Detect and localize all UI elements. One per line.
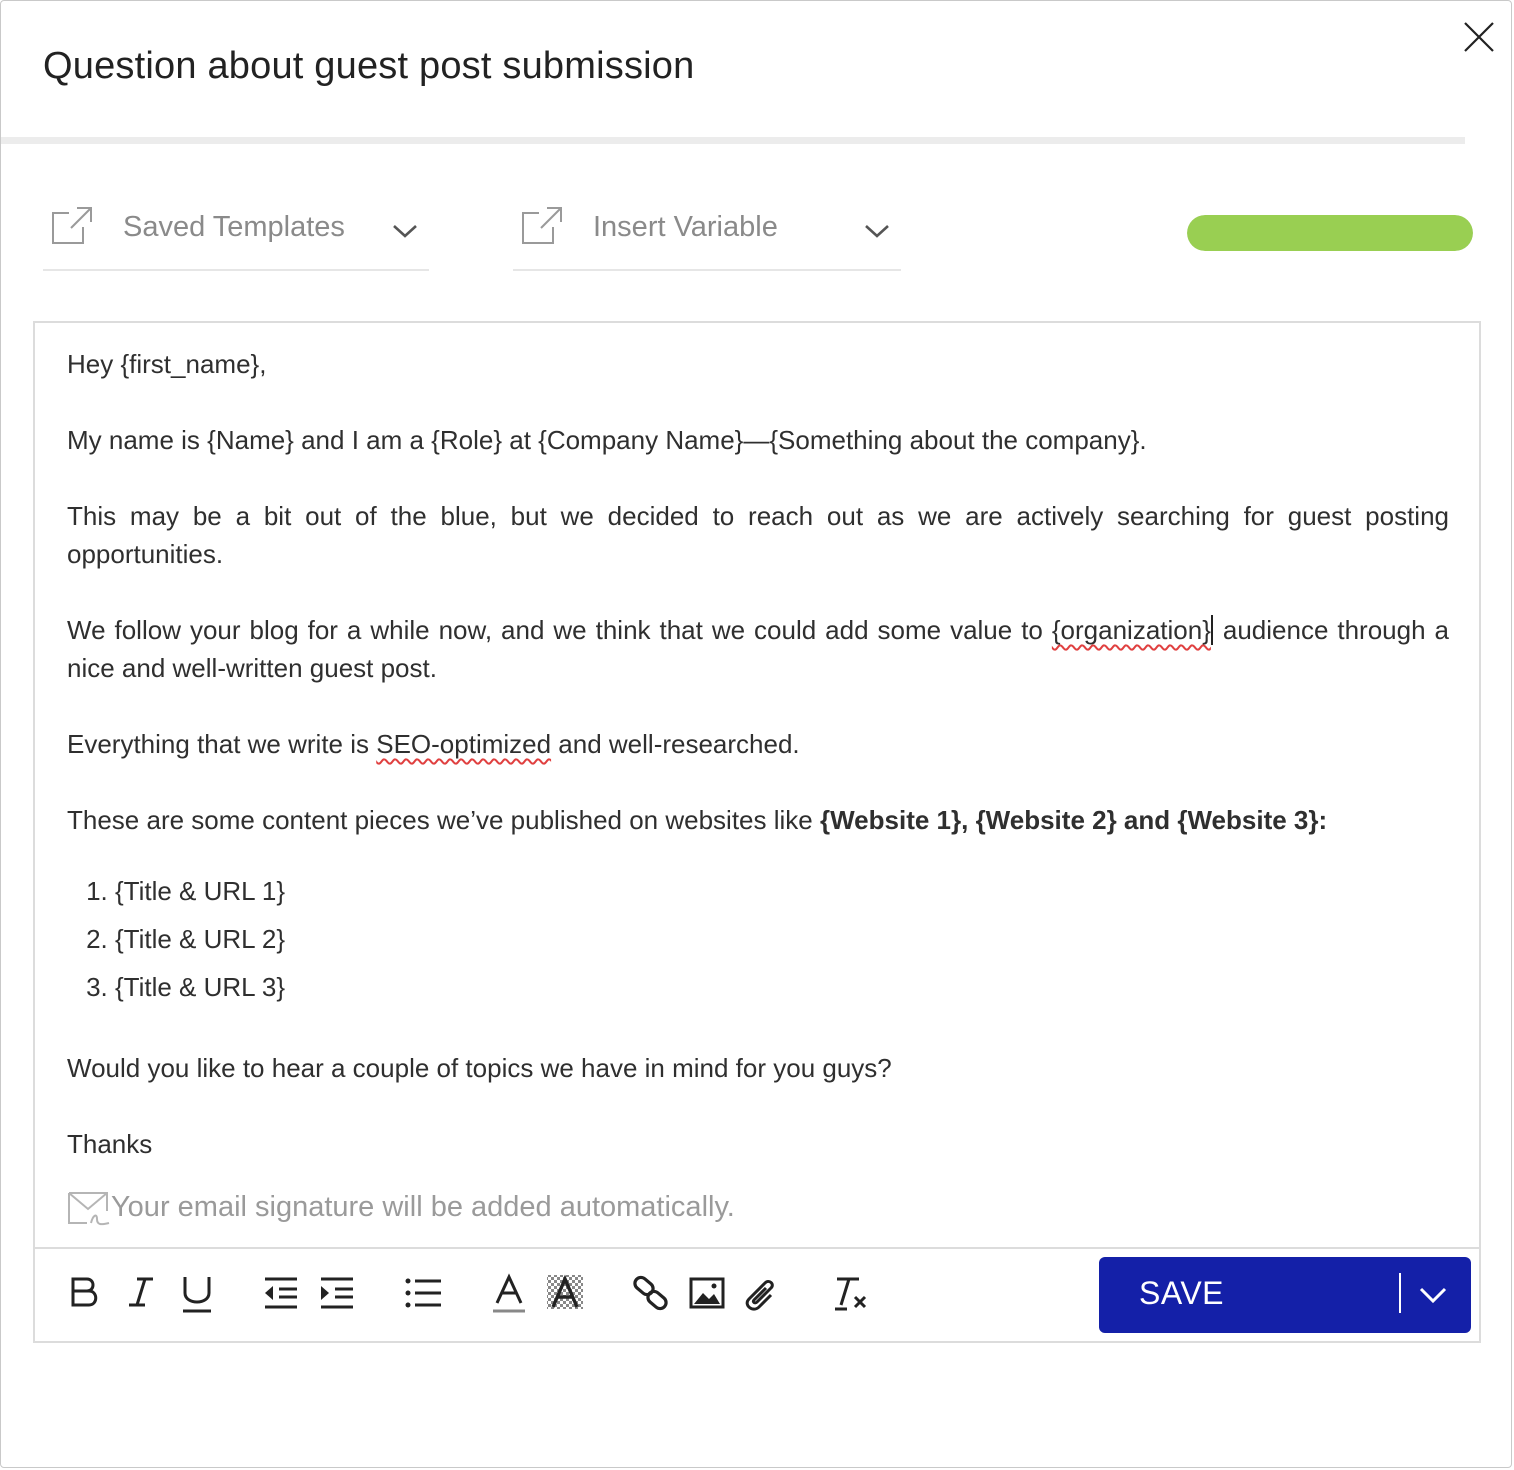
closing-line: Thanks	[67, 1129, 153, 1159]
chevron-down-icon	[863, 221, 891, 241]
text-cursor	[1211, 615, 1213, 645]
progress-fill	[1187, 215, 1473, 251]
font-color-icon	[489, 1271, 529, 1315]
save-separator	[1399, 1273, 1401, 1313]
chevron-down-icon[interactable]	[1417, 1283, 1449, 1307]
outdent-icon	[261, 1271, 301, 1315]
close-button[interactable]	[1459, 17, 1499, 57]
external-link-icon	[521, 203, 565, 247]
outdent-button[interactable]	[261, 1271, 301, 1315]
misspelled-word[interactable]: SEO-optimized	[376, 729, 552, 759]
underline-icon	[177, 1271, 217, 1315]
modal-title: Question about guest post submission	[43, 45, 695, 87]
chevron-down-icon	[391, 221, 419, 241]
paragraph-5	[67, 801, 1449, 839]
email-body[interactable]	[67, 345, 1449, 1161]
greeting-line: Hey {first_name},	[67, 349, 267, 379]
insert-link-button[interactable]	[631, 1271, 671, 1315]
paragraph-5-bold: {Website 1}, {Website 2} and {Website 3}:	[819, 805, 1328, 835]
content-list	[67, 867, 1449, 1011]
paragraph-4-end: and well-researched.	[551, 729, 800, 759]
paragraph-2: This may be a bit out of the blue, but we decided to reach out as we are actively searching for guest posting opportunities.	[67, 501, 1449, 569]
save-label: SAVE	[1139, 1275, 1224, 1311]
italic-button[interactable]	[121, 1271, 161, 1315]
italic-icon	[121, 1271, 161, 1315]
indent-icon	[317, 1271, 357, 1315]
clear-format-icon	[829, 1271, 869, 1315]
save-button[interactable]	[1099, 1257, 1471, 1333]
close-icon	[1459, 17, 1499, 57]
underline-button[interactable]	[177, 1271, 217, 1315]
insert-variable-dropdown[interactable]	[513, 191, 901, 271]
email-editor[interactable]	[33, 321, 1481, 1343]
external-link-icon	[51, 203, 95, 247]
question-paragraph: Would you like to hear a couple of topics we have in mind for you guys?	[67, 1053, 892, 1083]
paragraph-3-end: audience through a nice and well-written guest post.	[67, 615, 1449, 683]
signature-note	[67, 1185, 967, 1233]
bulleted-list-button[interactable]	[403, 1271, 443, 1315]
indent-button[interactable]	[317, 1271, 357, 1315]
paragraph-4-start: Everything that we write is	[67, 729, 377, 759]
misspelled-word[interactable]: {organization}	[1051, 615, 1211, 645]
attachment-icon	[741, 1271, 781, 1315]
attach-file-button[interactable]	[741, 1271, 781, 1315]
paragraph-5-text: These are some content pieces we’ve published on websites like	[67, 805, 820, 835]
intro-paragraph: My name is {Name} and I am a {Role} at {Company Name}—{Something about the company}.	[67, 425, 1147, 455]
saved-templates-dropdown[interactable]	[43, 191, 429, 271]
paragraph-4	[67, 725, 1449, 763]
signature-envelope-icon	[67, 1189, 111, 1229]
insert-image-button[interactable]	[687, 1271, 727, 1315]
bold-icon	[65, 1271, 105, 1315]
list-item: 2. {Title & URL 2}	[115, 915, 1449, 963]
list-item: 1. {Title & URL 1}	[115, 867, 1449, 915]
insert-variable-label: Insert Variable	[593, 211, 778, 243]
quality-progress-bar	[1187, 215, 1473, 251]
image-icon	[687, 1271, 727, 1315]
highlight-color-icon	[545, 1271, 585, 1315]
paragraph-3-start: We follow your blog for a while now, and we think that we could add some value to	[67, 615, 1052, 645]
bulleted-list-icon	[403, 1271, 443, 1315]
paragraph-3	[67, 611, 1449, 687]
title-divider	[1, 137, 1465, 144]
link-icon	[631, 1271, 671, 1315]
highlight-color-button[interactable]	[545, 1271, 585, 1315]
font-color-button[interactable]	[489, 1271, 529, 1315]
list-item: 3. {Title & URL 3}	[115, 963, 1449, 1011]
saved-templates-label: Saved Templates	[123, 211, 345, 243]
bold-button[interactable]	[65, 1271, 105, 1315]
signature-text: Your email signature will be added automatically.	[111, 1191, 735, 1223]
clear-formatting-button[interactable]	[829, 1271, 869, 1315]
formatting-toolbar	[35, 1247, 1479, 1341]
